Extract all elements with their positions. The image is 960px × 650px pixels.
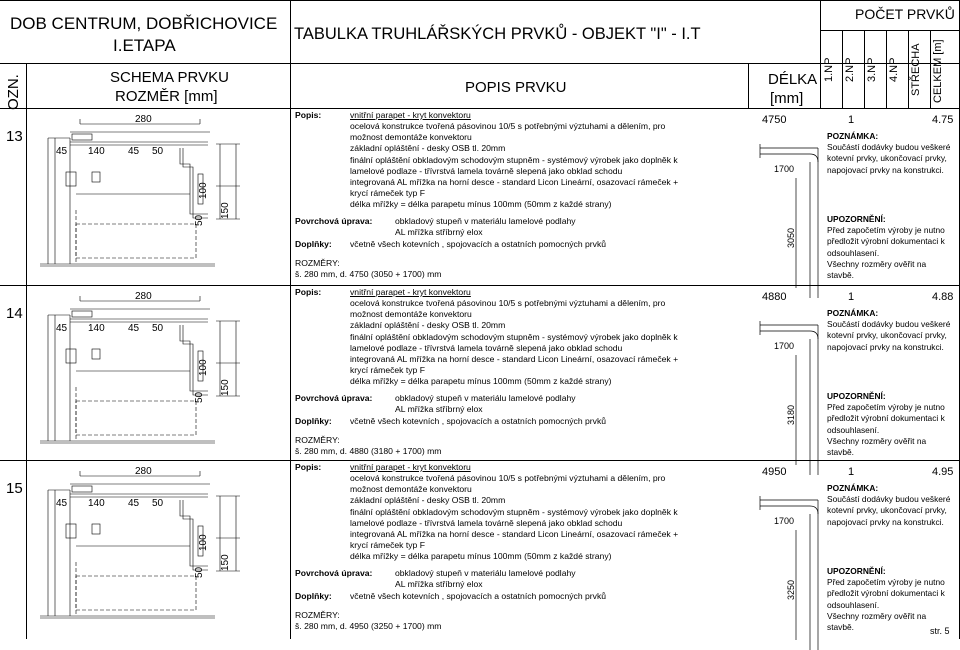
popis-line: možnost demontáže konvektoru [350,484,472,495]
poznamka-line: Součástí dodávky budou veškeré [827,494,951,505]
poznamka-note [827,308,959,353]
plan-sketch [748,315,826,475]
upozorneni-line: předložit výrobní dokumentaci k [827,236,945,247]
pocet-header: POČET PRVKŮ [855,6,955,22]
plan-top-dim: 1700 [774,341,795,351]
plan-side-dim: 3050 [786,227,796,248]
povrch-line1: obkladový stupeň v materiálu lamelové podlahy [395,216,576,227]
delka-header-line1: DÉLKA [768,71,818,88]
col-2np: 2.NP [844,57,856,82]
popis-line: délka mřížky = délka parapetu mínus 100mm (50mm z každé strany) [350,199,612,210]
dim-d3: 45 [128,323,140,334]
rozmery-label: ROZMĚRY: [295,434,340,445]
doplnky-label: Doplňky: [295,415,332,426]
poznamka-note [827,131,959,176]
dim-d3: 45 [128,498,140,509]
celkem-value: 4.95 [932,466,954,478]
dim-h1: 50 [194,214,205,226]
celkem-value: 4.75 [932,114,954,126]
povrch-line1: obkladový stupeň v materiálu lamelové podlahy [395,568,576,579]
upozorneni-label: UPOZORNĚNÍ: [827,391,886,401]
doplnky-label: Doplňky: [295,238,332,249]
poznamka-label: POZNÁMKA: [827,483,879,493]
upozorneni-line: stavbě. [827,270,855,281]
rozmery-label: ROZMĚRY: [295,257,340,268]
povrch-line2: AL mřížka stříbrný elox [395,579,483,590]
count-1np: 1 [848,114,855,126]
dim-width: 280 [135,291,152,302]
col-1np: 1.NP [823,57,835,82]
popis-title: vnitřní parapet - kryt konvektoru [350,462,471,472]
popis-line: délka mřížky = délka parapetu mínus 100mm (50mm z každé strany) [350,551,612,562]
dim-h3: 150 [220,202,231,219]
dim-h1: 50 [194,566,205,578]
popis-line: lamelové podlaze - třívrstvá lamela továrně slepená jako obklad schodu [350,342,623,353]
upozorneni-line: Všechny rozměry ověřit na [827,610,927,621]
dim-h1: 50 [194,391,205,403]
popis-line: finální opláštění obkladovým schodovým stupněm - systémový výrobek jako doplněk k [350,506,678,517]
plan-side-dim: 3250 [786,579,796,600]
rozmery-label: ROZMĚRY: [295,609,340,620]
popis-line: základní opláštění - desky OSB tl. 20mm [350,495,506,506]
upozorneni-line: stavbě. [827,622,855,633]
rozmery-text: š. 280 mm, d. 4750 (3050 + 1700) mm [295,268,442,279]
upozorneni-line: předložit výrobní dokumentaci k [827,413,945,424]
schema-header-line1: SCHEMA PRVKU [110,69,229,86]
popis-line: ocelová konstrukce tvořená pásovinou 10/5 s potřebnými výztuhami a dělením, pro [350,298,666,309]
upozorneni-line: Všechny rozměry ověřit na [827,258,927,269]
povrch-label: Povrchová úprava: [295,216,373,227]
doplnky-label: Doplňky: [295,590,332,601]
popis-line: krycí rámeček typ F [350,187,425,198]
doplnky-text: včetně všech kotevních , spojovacích a ostatních pomocných prvků [350,415,607,426]
count-1np: 1 [848,291,855,303]
popis-line: ocelová konstrukce tvořená pásovinou 10/5 s potřebnými výztuhami a dělením, pro [350,121,666,132]
plan-sketch [748,138,826,298]
upozorneni-line: stavbě. [827,447,855,458]
povrch-label: Povrchová úprava: [295,393,373,404]
table-title: TABULKA TRUHLÁŘSKÝCH PRVKŮ - OBJEKT "I" - I.T [294,25,701,43]
dim-h3: 150 [220,379,231,396]
col-3np: 3.NP [866,57,878,82]
dim-d2: 140 [88,323,105,334]
dim-d4: 50 [152,323,164,334]
popis-line: lamelové podlaze - třívrstvá lamela továrně slepená jako obklad schodu [350,165,623,176]
schema-drawing [40,291,290,461]
popis-line: základní opláštění - desky OSB tl. 20mm [350,320,506,331]
row-id: 13 [6,128,23,145]
popis-line: možnost demontáže konvektoru [350,309,472,320]
popis-line: možnost demontáže konvektoru [350,132,472,143]
rozmery-text: š. 280 mm, d. 4950 (3250 + 1700) mm [295,620,442,631]
povrch-line2: AL mřížka stříbrný elox [395,404,483,415]
popis-line: integrovaná AL mřížka na horní desce - standard Licon Lineární, osazovací rámeček + [350,528,679,539]
dim-width: 280 [135,466,152,477]
popis-line: ocelová konstrukce tvořená pásovinou 10/5 s potřebnými výztuhami a dělením, pro [350,473,666,484]
dim-h2: 100 [198,359,209,376]
dim-h2: 100 [198,534,209,551]
dim-d2: 140 [88,498,105,509]
popis-line: finální opláštění obkladovým schodovým stupněm - systémový výrobek jako doplněk k [350,154,678,165]
col-4np: 4.NP [888,57,900,82]
dim-h3: 150 [220,554,231,571]
popis-title: vnitřní parapet - kryt konvektoru [350,110,471,120]
dim-d1: 45 [56,498,68,509]
col-strecha: STŘECHA [910,43,922,96]
poznamka-line: kotevní prvky, ukončovací prvky, [827,153,947,164]
upozorneni-label: UPOZORNĚNÍ: [827,214,886,224]
page-number: str. 5 [930,626,950,636]
doplnky-text: včetně všech kotevních , spojovacích a ostatních pomocných prvků [350,238,607,249]
plan-side-dim: 3180 [786,404,796,425]
schema-drawing [40,114,290,284]
upozorneni-line: odsouhlasení. [827,247,880,258]
popis-line: integrovaná AL mřížka na horní desce - standard Licon Lineární, osazovací rámeček + [350,176,679,187]
delka-value: 4880 [762,291,787,303]
doplnky-text: včetně všech kotevních , spojovacích a ostatních pomocných prvků [350,590,607,601]
schema-drawing [40,466,290,636]
popis-line: finální opláštění obkladovým schodovým stupněm - systémový výrobek jako doplněk k [350,331,678,342]
poznamka-line: napojovací prvky na konstrukci. [827,341,944,352]
plan-top-dim: 1700 [774,164,795,174]
dim-h2: 100 [198,182,209,199]
upozorneni-note [827,214,959,281]
upozorneni-note [827,391,959,458]
poznamka-note [827,483,959,528]
upozorneni-note [827,566,959,633]
popis-line: krycí rámeček typ F [350,364,425,375]
delka-value: 4750 [762,114,787,126]
project-name-line1: DOB CENTRUM, DOBŘICHOVICE [10,14,278,33]
celkem-value: 4.88 [932,291,954,303]
row-id: 14 [6,305,23,322]
count-1np: 1 [848,466,855,478]
upozorneni-line: Všechny rozměry ověřit na [827,435,927,446]
upozorneni-line: odsouhlasení. [827,424,880,435]
dim-d2: 140 [88,146,105,157]
plan-sketch [748,490,826,650]
popis-line: krycí rámeček typ F [350,539,425,550]
poznamka-line: kotevní prvky, ukončovací prvky, [827,505,947,516]
poznamka-line: kotevní prvky, ukončovací prvky, [827,330,947,341]
dim-d4: 50 [152,146,164,157]
project-name-line2: I.ETAPA [113,36,176,55]
plan-top-dim: 1700 [774,516,795,526]
povrch-line1: obkladový stupeň v materiálu lamelové podlahy [395,393,576,404]
poznamka-line: napojovací prvky na konstrukci. [827,516,944,527]
povrch-line2: AL mřížka stříbrný elox [395,227,483,238]
upozorneni-line: Před započetím výroby je nutno [827,402,945,413]
row-id: 15 [6,480,23,497]
popis-line: délka mřížky = délka parapetu mínus 100mm (50mm z každé strany) [350,376,612,387]
popis-label: Popis: [295,287,322,297]
upozorneni-label: UPOZORNĚNÍ: [827,566,886,576]
poznamka-label: POZNÁMKA: [827,131,879,141]
description-block [295,287,715,457]
popis-line: integrovaná AL mřížka na horní desce - standard Licon Lineární, osazovací rámeček + [350,353,679,364]
col-celkem: CELKEM [m] [932,39,944,103]
ozn-label: OZN. [5,74,22,110]
delka-value: 4950 [762,466,787,478]
poznamka-label: POZNÁMKA: [827,308,879,318]
rozmery-text: š. 280 mm, d. 4880 (3180 + 1700) mm [295,445,442,456]
popis-header: POPIS PRVKU [465,79,567,96]
upozorneni-line: Před započetím výroby je nutno [827,577,945,588]
dim-d1: 45 [56,323,68,334]
popis-label: Popis: [295,462,322,472]
poznamka-line: napojovací prvky na konstrukci. [827,164,944,175]
dim-width: 280 [135,114,152,125]
upozorneni-line: předložit výrobní dokumentaci k [827,588,945,599]
schema-header-line2: ROZMĚR [mm] [115,88,218,105]
dim-d3: 45 [128,146,140,157]
poznamka-line: Součástí dodávky budou veškeré [827,142,951,153]
dim-d4: 50 [152,498,164,509]
description-block [295,462,715,632]
popis-line: lamelové podlaze - třívrstvá lamela továrně slepená jako obklad schodu [350,517,623,528]
description-block [295,110,715,280]
dim-d1: 45 [56,146,68,157]
poznamka-line: Součástí dodávky budou veškeré [827,319,951,330]
povrch-label: Povrchová úprava: [295,568,373,579]
popis-label: Popis: [295,110,322,120]
popis-line: základní opláštění - desky OSB tl. 20mm [350,143,506,154]
popis-title: vnitřní parapet - kryt konvektoru [350,287,471,297]
delka-header-line2: [mm] [770,90,804,107]
upozorneni-line: odsouhlasení. [827,599,880,610]
upozorneni-line: Před započetím výroby je nutno [827,225,945,236]
